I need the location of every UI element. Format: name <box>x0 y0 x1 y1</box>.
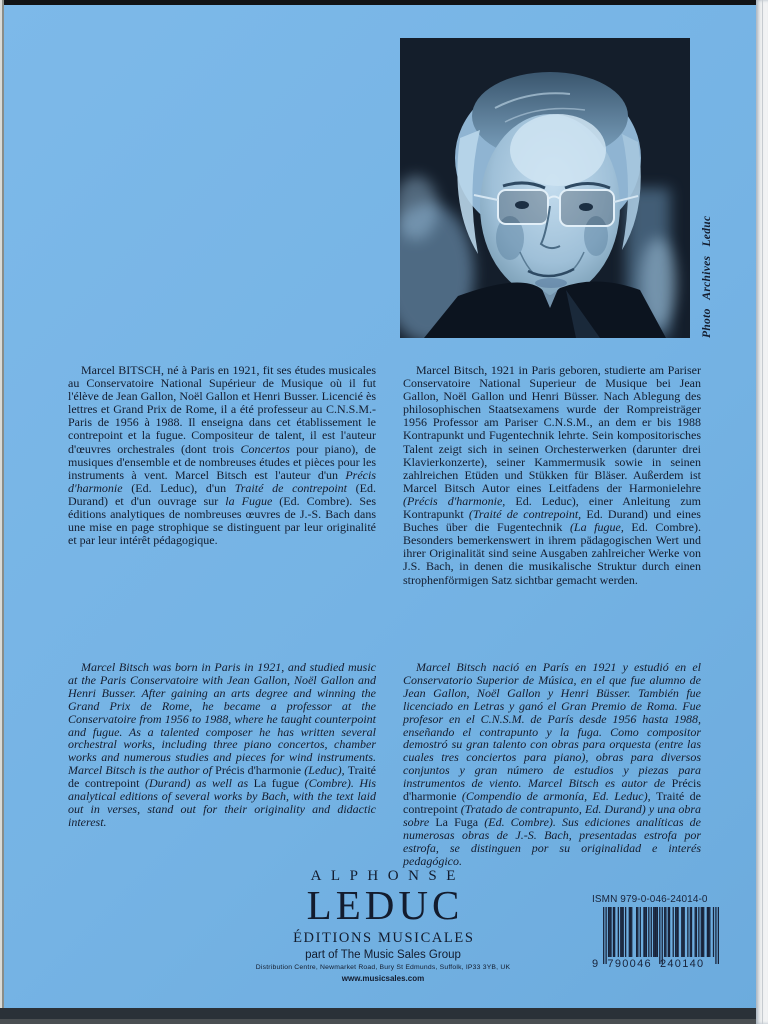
bio-paragraph-english: Marcel Bitsch was born in Paris in 1921, and studied music at the Paris Conservatoire with Jean Gallon, Noël Gallon and Henri Busser. After gaining an arts degree and winning the Grand Prix de Rome, he became a professor at the Conservatoire from 1956 to 1988, where he taught counterpoint and fugue. As a talented composer he has written several orchestral works, including three piano concertos, chamber works and numerous studies and pieces for wind instruments. Marcel Bitsch is the author of Précis d'harmonie (Leduc), Traité de contrepoint (Durand) as well as La fugue (Combre). His analytical editions of several works by Bach, with the text laid out in verses, stand out for their originality and didactic interest. <box>68 660 377 829</box>
publisher-website: www.musicsales.com <box>341 973 425 983</box>
barcode-digit-group2: 240140 <box>659 958 705 970</box>
barcode <box>603 907 719 964</box>
portrait-photo <box>400 38 690 338</box>
scan-edge-right <box>756 0 768 1024</box>
barcode-block <box>592 894 728 970</box>
barcode-digits <box>592 958 728 970</box>
barcode-digit-left: 9 <box>592 958 600 970</box>
bio-paragraph-french: Marcel BITSCH, né à Paris en 1921, fit ses études musicales au Conservatoire National Supérieur de Musique où il fut l'élève de Jean Gallon, Noël Gallon et Henri Busser. Licencié ès lettres et Grand Prix de Rome, il a été professeur au C.N.S.M.-Paris de 1956 à 1988. Il enseigna dans cet établissement le contrepoint et la fugue. Compositeur de talent, il est l'auteur d'œuvres orchestrales (dont trois Concertos pour piano), de musiques d'ensemble et de nombreuses études et pièces pour les instruments à vent. Marcel Bitsch est l'auteur d'un Précis d'harmonie (Ed. Leduc), d'un Traité de contrepoint (Ed. Durand) et d'un ouvrage sur la Fugue (Ed. Combre). Ses éditions analytiques de nombreuses œuvres de J.-S. Bach dans une mise en page strophique se distinguent par leur originalité et par leur intérêt pédagogique. <box>68 363 377 548</box>
publisher-name-leduc: LEDUC <box>306 882 464 928</box>
publisher-distribution-line: Distribution Centre, Newmarket Road, Bury St Edmunds, Suffolk, IP33 3YB, UK <box>255 964 511 971</box>
scan-edge-top <box>0 0 757 5</box>
barcode-digit-group1: 790046 <box>607 958 652 970</box>
publisher-subtitle: ÉDITIONS MUSICALES <box>293 930 475 946</box>
scan-edge-bottom <box>0 1008 757 1024</box>
bio-paragraph-spanish: Marcel Bitsch nació en París en 1921 y estudió en el Conservatorio Superior de Música, en el que fue alumno de Jean Gallon, Noël Gallon y Henri Büsser. También fue licenciado en Letras y ganó el Gran Premio de Roma. Fue profesor en el C.N.S.M. de París desde 1956 hasta 1988, enseñando el contrapunto y la fuga. Como compositor demostró su gran talento con obras para orquesta (entre las cuales tres conciertos para piano), obras para diversos conjuntos y gran número de estudios y piezas para instrumentos de viento. Marcel Bitsch es autor de Précis d'harmonie (Compendio de armonía, Ed. Leduc), Traité de contrepoint (Tratado de contrapunto, Ed. Durand) y una obra sobre La Fuga (Ed. Combre). Sus ediciones analíticas de numerosas obras de J.-S. Bach, presentadas estrofa por estrofa, se distinguen por su originalidad e interés pedagógico. <box>403 660 702 868</box>
portrait-photo-image <box>400 38 690 338</box>
ismn-label: ISMN 979-0-046-24014-0 <box>592 894 708 905</box>
publisher-group-line: part of The Music Sales Group <box>305 948 461 961</box>
photo-credit: Photo Archives Leduc <box>701 215 713 338</box>
scan-edge-left <box>0 0 5 1024</box>
bio-paragraph-german: Marcel Bitsch, 1921 in Paris geboren, studierte am Pariser Conservatoire National Superieur de Musique bei Jean Gallon, Noël Gallon und Henri Büsser. Nach Ablegung des philosophischen Staatsexamens wurde der Rompreisträger 1956 Professor am Pariser C.N.S.M., an dem er bis 1988 Kontrapunkt und Fugentechnik lehrte. Sein kompositorisches Talent zeigt sich in seinen Orchesterwerken (darunter drei Klavierkonzerte), seiner Kammermusik sowie in seinen zahlreichen Etüden und Stükken für Bläser. Außerdem ist Marcel Bitsch Autor eines Leitfadens der Harmonielehre (Précis d'harmonie, Ed. Leduc), einer Anleitung zum Kontrapunkt (Traité de contrepoint, Ed. Durand) und eines Buches über die Fugentechnik (La fugue, Ed. Combre). Besonders bemerkenswert in ihrem pädagogischen Wert und ihrer Originalität sind seine Ausgaben zahlreicher Werke von J.S. Bach, in denen die musikalische Struktur durch einen strophenförmigen Satz sichtbar gemacht werden. <box>403 363 701 587</box>
publisher-name-alphonse: ALPHONSE <box>310 868 465 884</box>
